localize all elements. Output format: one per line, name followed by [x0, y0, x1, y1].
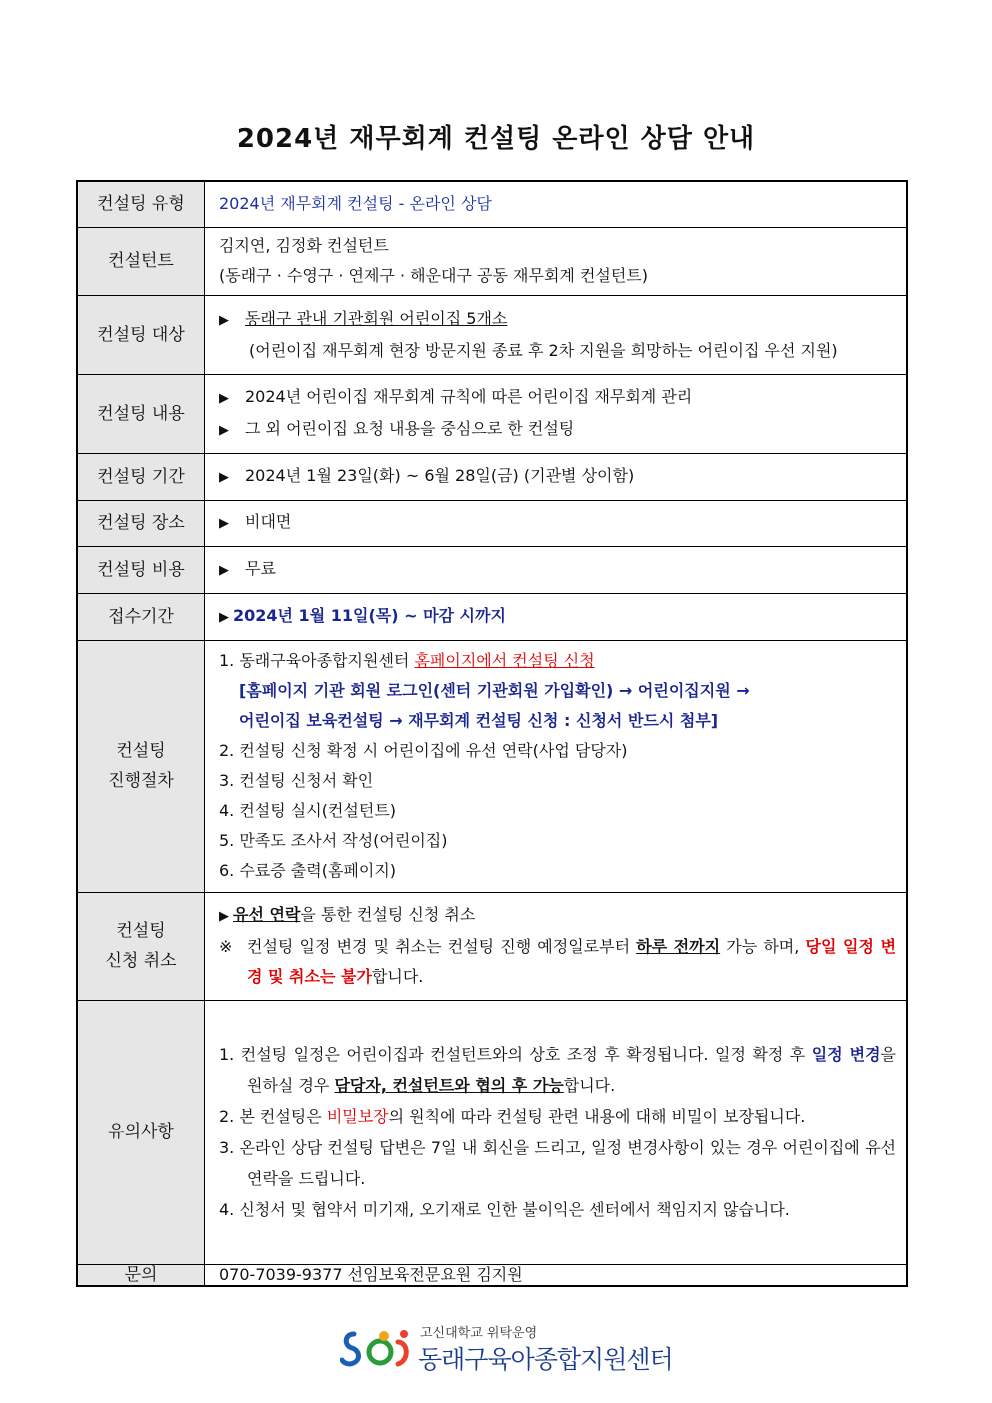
note1-underline: 담당자, 컨설턴트와 협의 후 가능 [334, 1076, 564, 1095]
label-type: 컨설팅 유형 [77, 181, 205, 227]
value-type: 2024년 재무회계 컨설팅 - 온라인 상담 [205, 181, 908, 227]
value-cancel [205, 892, 908, 1000]
cancel-bold: 유선 연락 [233, 905, 301, 924]
note-item: 4. 신청서 및 협약서 미기재, 오기재로 인한 불이익은 센터에서 책임지지 않습니다. [219, 1200, 790, 1219]
row-content [77, 374, 907, 453]
value-cost [205, 546, 908, 593]
step1-prefix: 1. 동래구육아종합지원센터 [219, 651, 415, 670]
row-contact [77, 1264, 907, 1286]
cost-text: 무료 [245, 558, 276, 578]
target-main: 동래구 관내 기관회원 어린이집 5개소 [245, 308, 508, 328]
row-procedure [77, 640, 907, 892]
label-cancel [77, 892, 205, 1000]
period-text: 2024년 1월 23일(화) ~ 6월 28일(금) (기관별 상이함) [245, 465, 635, 485]
row-notes [77, 1000, 907, 1264]
value-target [205, 295, 908, 374]
center-logo-icon [340, 1326, 412, 1370]
arrow-icon: ▶ [219, 312, 229, 328]
value-contact: 070-7039-9377 선임보육전문요원 김지원 [205, 1264, 908, 1286]
procedure-step: 4. 컨설팅 실시(컨설턴트) [219, 801, 397, 820]
cancel-note-part2: 가능 [720, 937, 758, 956]
note-mark-icon: ※ [219, 937, 233, 956]
procedure-step: 6. 수료증 출력(홈페이지) [219, 861, 397, 880]
note2-b: 의 원칙에 따라 컨설팅 관련 내용에 대해 비밀이 보장됩니다. [388, 1107, 806, 1126]
note1-c: 합니다. [563, 1076, 616, 1095]
note-item [219, 1039, 896, 1101]
procedure-step: 2. 컨설팅 신청 확정 시 어린이집에 유선 연락(사업 담당자) [219, 741, 628, 760]
cancel-note [219, 932, 896, 992]
arrow-icon: ▶ [219, 516, 229, 531]
label-target: 컨설팅 대상 [77, 295, 205, 374]
logo-subtitle: 고신대학교 위탁운영 [420, 1326, 538, 1341]
label-notes: 유의사항 [77, 1000, 205, 1264]
label-apply-period: 접수기간 [77, 593, 205, 640]
label-procedure [77, 640, 205, 892]
place-text: 비대면 [245, 512, 292, 531]
row-cost [77, 546, 907, 593]
step1-detail-1: [홈페이지 기관 회원 로그인(센터 기관회원 가입확인) → 어린이집지원 → [239, 681, 750, 700]
value-consultant [205, 227, 908, 295]
row-cancel [77, 892, 907, 1000]
value-period [205, 453, 908, 500]
cancel-note-part1: 컨설팅 일정 변경 및 취소는 컨설팅 진행 예정일로부터 [247, 937, 637, 956]
note2-red: 비밀보장 [326, 1107, 389, 1126]
row-consultant [77, 227, 907, 295]
value-procedure [205, 640, 908, 892]
row-period [77, 453, 907, 500]
logo-title: 동래구육아종합지원센터 [418, 1345, 673, 1374]
value-notes [205, 1000, 908, 1264]
note1-a: 1. 컨설팅 일정은 어린이집과 컨설턴트와의 상호 조정 후 확정됩니다. 일정 확정 후 [219, 1045, 812, 1064]
arrow-icon: ▶ [219, 422, 229, 438]
note-item: 3. 온라인 상담 컨설팅 답변은 7일 내 회신을 드리고, 일정 변경사항이 있는 경우 어린이집에 유선 연락을 드립니다. [219, 1138, 896, 1188]
note-item [219, 1101, 896, 1132]
note2-a: 2. 본 컨설팅은 [219, 1107, 327, 1126]
cancel-note-end: 합니다. [371, 967, 424, 986]
label-contact: 문의 [77, 1264, 205, 1286]
row-target [77, 295, 907, 374]
cancel-rest: 을 통한 컨설팅 신청 취소 [300, 905, 476, 924]
arrow-icon: ▶ [219, 562, 229, 578]
note1-blue: 일정 변경 [811, 1045, 881, 1064]
arrow-icon: ▶ [219, 469, 229, 485]
label-content: 컨설팅 내용 [77, 374, 205, 453]
cancel-note-part3: 하며, [763, 937, 806, 956]
row-place [77, 500, 907, 546]
note1-b: 을 원하실 경우 [247, 1045, 896, 1095]
label-consultant: 컨설턴트 [77, 227, 205, 295]
label-cost: 컨설팅 비용 [77, 546, 205, 593]
content-item: 2024년 어린이집 재무회계 규칙에 따른 어린이집 재무회계 관리 [245, 386, 693, 406]
value-apply-period [205, 593, 908, 640]
center-logo [340, 1322, 673, 1374]
label-place: 컨설팅 장소 [77, 500, 205, 546]
document-title: 2024년 재무회계 컨설팅 온라인 상담 안내 [236, 124, 756, 154]
step1-red: 홈페이지에서 컨설팅 신청 [414, 651, 595, 670]
procedure-step: 5. 만족도 조사서 작성(어린이집) [219, 831, 448, 850]
consultant-region: (동래구 · 수영구 · 연제구 · 해운대구 공동 재무회계 컨설턴트) [219, 266, 649, 285]
arrow-icon: ▶ [219, 909, 229, 924]
arrow-icon: ▶ [219, 390, 229, 406]
value-content [205, 374, 908, 453]
label-procedure-line2: 진행절차 [108, 771, 174, 791]
step1-detail-2: 어린이집 보육컨설팅 → 재무회계 컨설팅 신청 : 신청서 반드시 첨부] [239, 711, 719, 730]
target-sub: (어린이집 재무회계 현장 방문지원 종료 후 2차 지원을 희망하는 어린이집 우선 지원) [249, 340, 838, 360]
label-cancel-line1: 컨설팅 [116, 921, 166, 941]
row-apply-period [77, 593, 907, 640]
value-place [205, 500, 908, 546]
procedure-step: 3. 컨설팅 신청서 확인 [219, 771, 374, 790]
apply-period-text: 2024년 1월 11일(목) ~ 마감 시까지 [233, 605, 506, 625]
consultant-names: 김지연, 김정화 컨설턴트 [219, 236, 389, 255]
label-cancel-line2: 신청 취소 [105, 951, 177, 971]
cancel-note-underline: 하루 전까지 [636, 937, 721, 956]
cancel-note-red: 당일 일정 변경 및 취소는 불가 [247, 937, 897, 986]
row-type [77, 181, 907, 227]
label-procedure-line1: 컨설팅 [116, 741, 166, 761]
label-period: 컨설팅 기간 [77, 453, 205, 500]
arrow-icon: ▶ [219, 609, 229, 625]
content-item: 그 외 어린이집 요청 내용을 중심으로 한 컨설팅 [245, 418, 575, 438]
info-table [76, 180, 908, 1287]
